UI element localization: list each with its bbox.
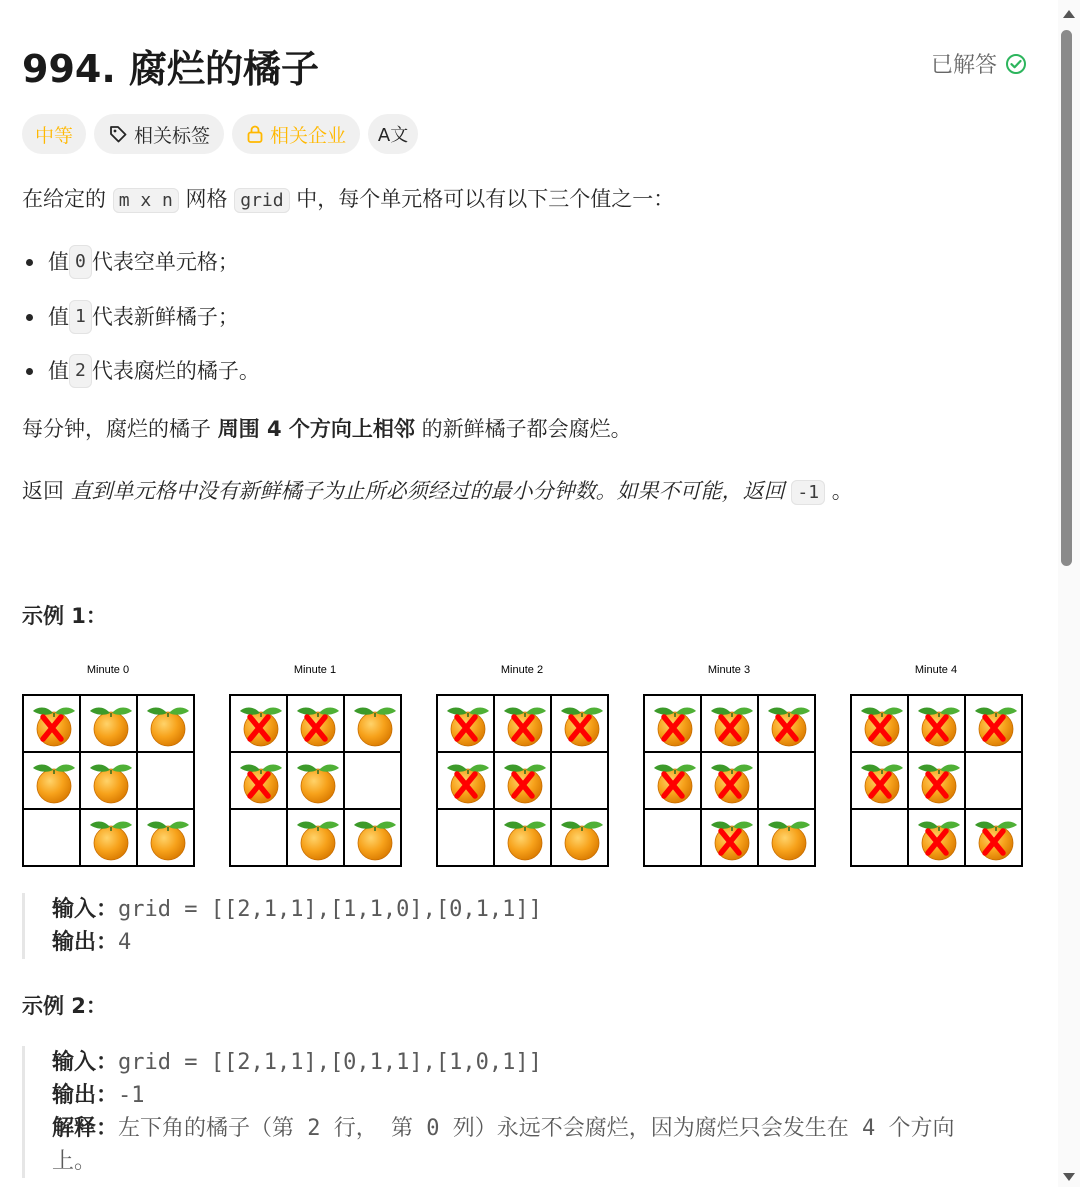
grid-cell (908, 752, 965, 809)
inline-code: m x n (113, 188, 179, 213)
tag-icon (108, 124, 128, 144)
rotten-orange-icon (702, 810, 759, 867)
rotten-orange-icon (495, 753, 552, 810)
solved-status (931, 48, 1027, 79)
example-2-title: 示例 2： (22, 994, 107, 1018)
translate-button[interactable] (368, 114, 418, 154)
input-value: grid = [[2,1,1],[0,1,1],[1,0,1]] (118, 1050, 542, 1075)
fresh-orange-icon (759, 810, 816, 867)
grid-cell (758, 695, 815, 752)
grid-cell (230, 752, 287, 809)
related-companies-label: 相关企业 (270, 124, 347, 147)
bullet-text: 代表新鲜橘子； (91, 305, 239, 329)
rotten-orange-icon (702, 696, 759, 753)
scrollbar-thumb[interactable] (1061, 30, 1072, 566)
grid-cell (437, 809, 494, 866)
grid-cell (851, 809, 908, 866)
inline-code: 1 (69, 300, 92, 334)
grid-cell (701, 695, 758, 752)
rotten-orange-icon (909, 696, 966, 753)
input-line (52, 893, 542, 926)
related-tags-button[interactable] (94, 114, 224, 154)
output-label: 输出： (52, 1083, 119, 1108)
intro-text: 在给定的 (22, 187, 113, 211)
fresh-orange-icon (81, 810, 138, 867)
rotten-orange-icon (759, 696, 816, 753)
grid-cell (287, 752, 344, 809)
grid-cell (437, 752, 494, 809)
minute-label: Minute 0 (86, 664, 130, 676)
bullet-text: 值 (48, 250, 69, 274)
rule-emphasis: 周围 4 个方向上相邻 (217, 417, 415, 441)
grid-cell (137, 695, 194, 752)
related-tags-label: 相关标签 (134, 124, 211, 147)
grid-cell (344, 695, 401, 752)
grid-cell (494, 695, 551, 752)
example-2-io (22, 1046, 954, 1178)
intro-text: 中，每个单元格可以有以下三个值之一： (289, 187, 675, 211)
grid-cell (851, 695, 908, 752)
rule-text: 的新鲜橘子都会腐烂。 (414, 417, 632, 441)
minute-figure (22, 660, 194, 867)
rule-paragraph (22, 414, 632, 444)
example-1-figures (22, 660, 1022, 867)
grid-cell (80, 809, 137, 866)
orange-grid (229, 694, 402, 867)
grid-cell (23, 752, 80, 809)
fresh-orange-icon (552, 810, 609, 867)
explain-value: 上。 (52, 1149, 97, 1174)
minute-label: Minute 3 (707, 664, 751, 676)
fresh-orange-icon (81, 753, 138, 810)
grid-cell (644, 695, 701, 752)
rotten-orange-icon (645, 696, 702, 753)
grid-cell (644, 752, 701, 809)
grid-cell (344, 752, 401, 809)
rotten-orange-icon (495, 696, 552, 753)
rotten-orange-icon (231, 753, 288, 810)
bullet-text: 代表腐烂的橘子。 (91, 359, 260, 383)
grid-cell (230, 695, 287, 752)
bullet-text: 值 (48, 305, 69, 329)
rotten-orange-icon (966, 696, 1023, 753)
grid-cell (494, 752, 551, 809)
grid-cell (80, 752, 137, 809)
grid-cell (551, 752, 608, 809)
output-label: 输出： (52, 930, 119, 955)
intro-paragraph (22, 184, 674, 216)
grid-cell (230, 809, 287, 866)
explain-line (52, 1145, 954, 1178)
return-text: 返回 (22, 479, 71, 503)
rotten-orange-icon (909, 753, 966, 810)
fresh-orange-icon (288, 810, 345, 867)
fresh-orange-icon (288, 753, 345, 810)
minute-figure (850, 660, 1022, 867)
rotten-orange-icon (24, 696, 81, 753)
minute-label: Minute 4 (914, 664, 958, 676)
rotten-orange-icon (438, 696, 495, 753)
input-value: grid = [[2,1,1],[1,1,0],[0,1,1]] (118, 897, 542, 922)
bullet-text: 代表空单元格； (91, 250, 239, 274)
rotten-orange-icon (852, 696, 909, 753)
explain-label: 解释： (52, 1116, 119, 1141)
output-line (52, 926, 542, 959)
grid-cell (344, 809, 401, 866)
translate-icon: A文 (377, 125, 409, 146)
input-label: 输入： (52, 1050, 119, 1075)
output-value: -1 (118, 1083, 145, 1108)
grid-cell (494, 809, 551, 866)
grid-cell (137, 752, 194, 809)
rotten-orange-icon (645, 753, 702, 810)
bullet-dot (26, 314, 33, 321)
scroll-down-arrow-icon[interactable] (1063, 1173, 1075, 1181)
orange-grid (436, 694, 609, 867)
orange-grid (22, 694, 195, 867)
fresh-orange-icon (495, 810, 552, 867)
tag-bar (22, 114, 418, 154)
minute-label: Minute 1 (293, 664, 337, 676)
return-paragraph (22, 476, 853, 508)
grid-cell (137, 809, 194, 866)
grid-cell (80, 695, 137, 752)
grid-cell (287, 695, 344, 752)
bullet-dot (26, 368, 33, 375)
vertical-scrollbar[interactable] (1058, 0, 1080, 1187)
inline-code: -1 (791, 480, 825, 505)
minute-label: Minute 2 (500, 664, 544, 676)
problem-title[interactable]: 994. 腐烂的橘子 (22, 47, 319, 91)
inline-code: 0 (69, 245, 92, 279)
grid-cell (23, 809, 80, 866)
intro-text: 网格 (178, 187, 235, 211)
difficulty-badge[interactable]: 中等 (22, 114, 86, 154)
grid-cell (701, 809, 758, 866)
rotten-orange-icon (852, 753, 909, 810)
grid-cell (437, 695, 494, 752)
solved-label: 已解答 (930, 53, 997, 78)
explain-line (52, 1112, 954, 1145)
return-text: 。 (825, 479, 853, 503)
inline-code: 2 (69, 354, 92, 388)
grid-cell (965, 695, 1022, 752)
check-circle-icon (1005, 53, 1027, 75)
scroll-up-arrow-icon[interactable] (1063, 10, 1075, 18)
grid-cell (758, 809, 815, 866)
grid-cell (551, 809, 608, 866)
minute-figure (436, 660, 608, 867)
input-line (52, 1046, 954, 1079)
orange-grid (643, 694, 816, 867)
fresh-orange-icon (345, 810, 402, 867)
list-item (22, 354, 260, 388)
rotten-orange-icon (702, 753, 759, 810)
return-emphasis: 直到单元格中没有新鲜橘子为止所必须经过的最小分钟数。如果不可能，返回 (70, 479, 785, 503)
lock-icon (246, 124, 264, 144)
fresh-orange-icon (24, 753, 81, 810)
orange-grid (850, 694, 1023, 867)
grid-cell (908, 695, 965, 752)
grid-cell (701, 752, 758, 809)
list-item (22, 245, 239, 279)
explain-value: 左下角的橘子（第 2 行， 第 0 列）永远不会腐烂，因为腐烂只会发生在 4 个方向 (118, 1116, 955, 1141)
rotten-orange-icon (438, 753, 495, 810)
output-value: 4 (118, 930, 132, 955)
example-1-title: 示例 1： (22, 604, 107, 628)
list-item (22, 300, 239, 334)
fresh-orange-icon (138, 696, 195, 753)
rotten-orange-icon (288, 696, 345, 753)
output-line (52, 1079, 954, 1112)
rotten-orange-icon (552, 696, 609, 753)
grid-cell (851, 752, 908, 809)
fresh-orange-icon (138, 810, 195, 867)
rotten-orange-icon (966, 810, 1023, 867)
rule-text: 每分钟，腐烂的橘子 (22, 417, 218, 441)
inline-code: grid (234, 188, 289, 213)
rotten-orange-icon (231, 696, 288, 753)
grid-cell (965, 809, 1022, 866)
minute-figure (643, 660, 815, 867)
example-1-io (22, 893, 542, 959)
grid-cell (758, 752, 815, 809)
fresh-orange-icon (81, 696, 138, 753)
grid-cell (644, 809, 701, 866)
rotten-orange-icon (909, 810, 966, 867)
grid-cell (908, 809, 965, 866)
grid-cell (287, 809, 344, 866)
grid-cell (551, 695, 608, 752)
bullet-text: 值 (48, 359, 69, 383)
title-row (22, 38, 1027, 92)
input-label: 输入： (52, 897, 119, 922)
grid-cell (23, 695, 80, 752)
minute-figure (229, 660, 401, 867)
grid-cell (965, 752, 1022, 809)
fresh-orange-icon (345, 696, 402, 753)
bullet-dot (26, 259, 33, 266)
related-companies-button[interactable] (232, 114, 360, 154)
